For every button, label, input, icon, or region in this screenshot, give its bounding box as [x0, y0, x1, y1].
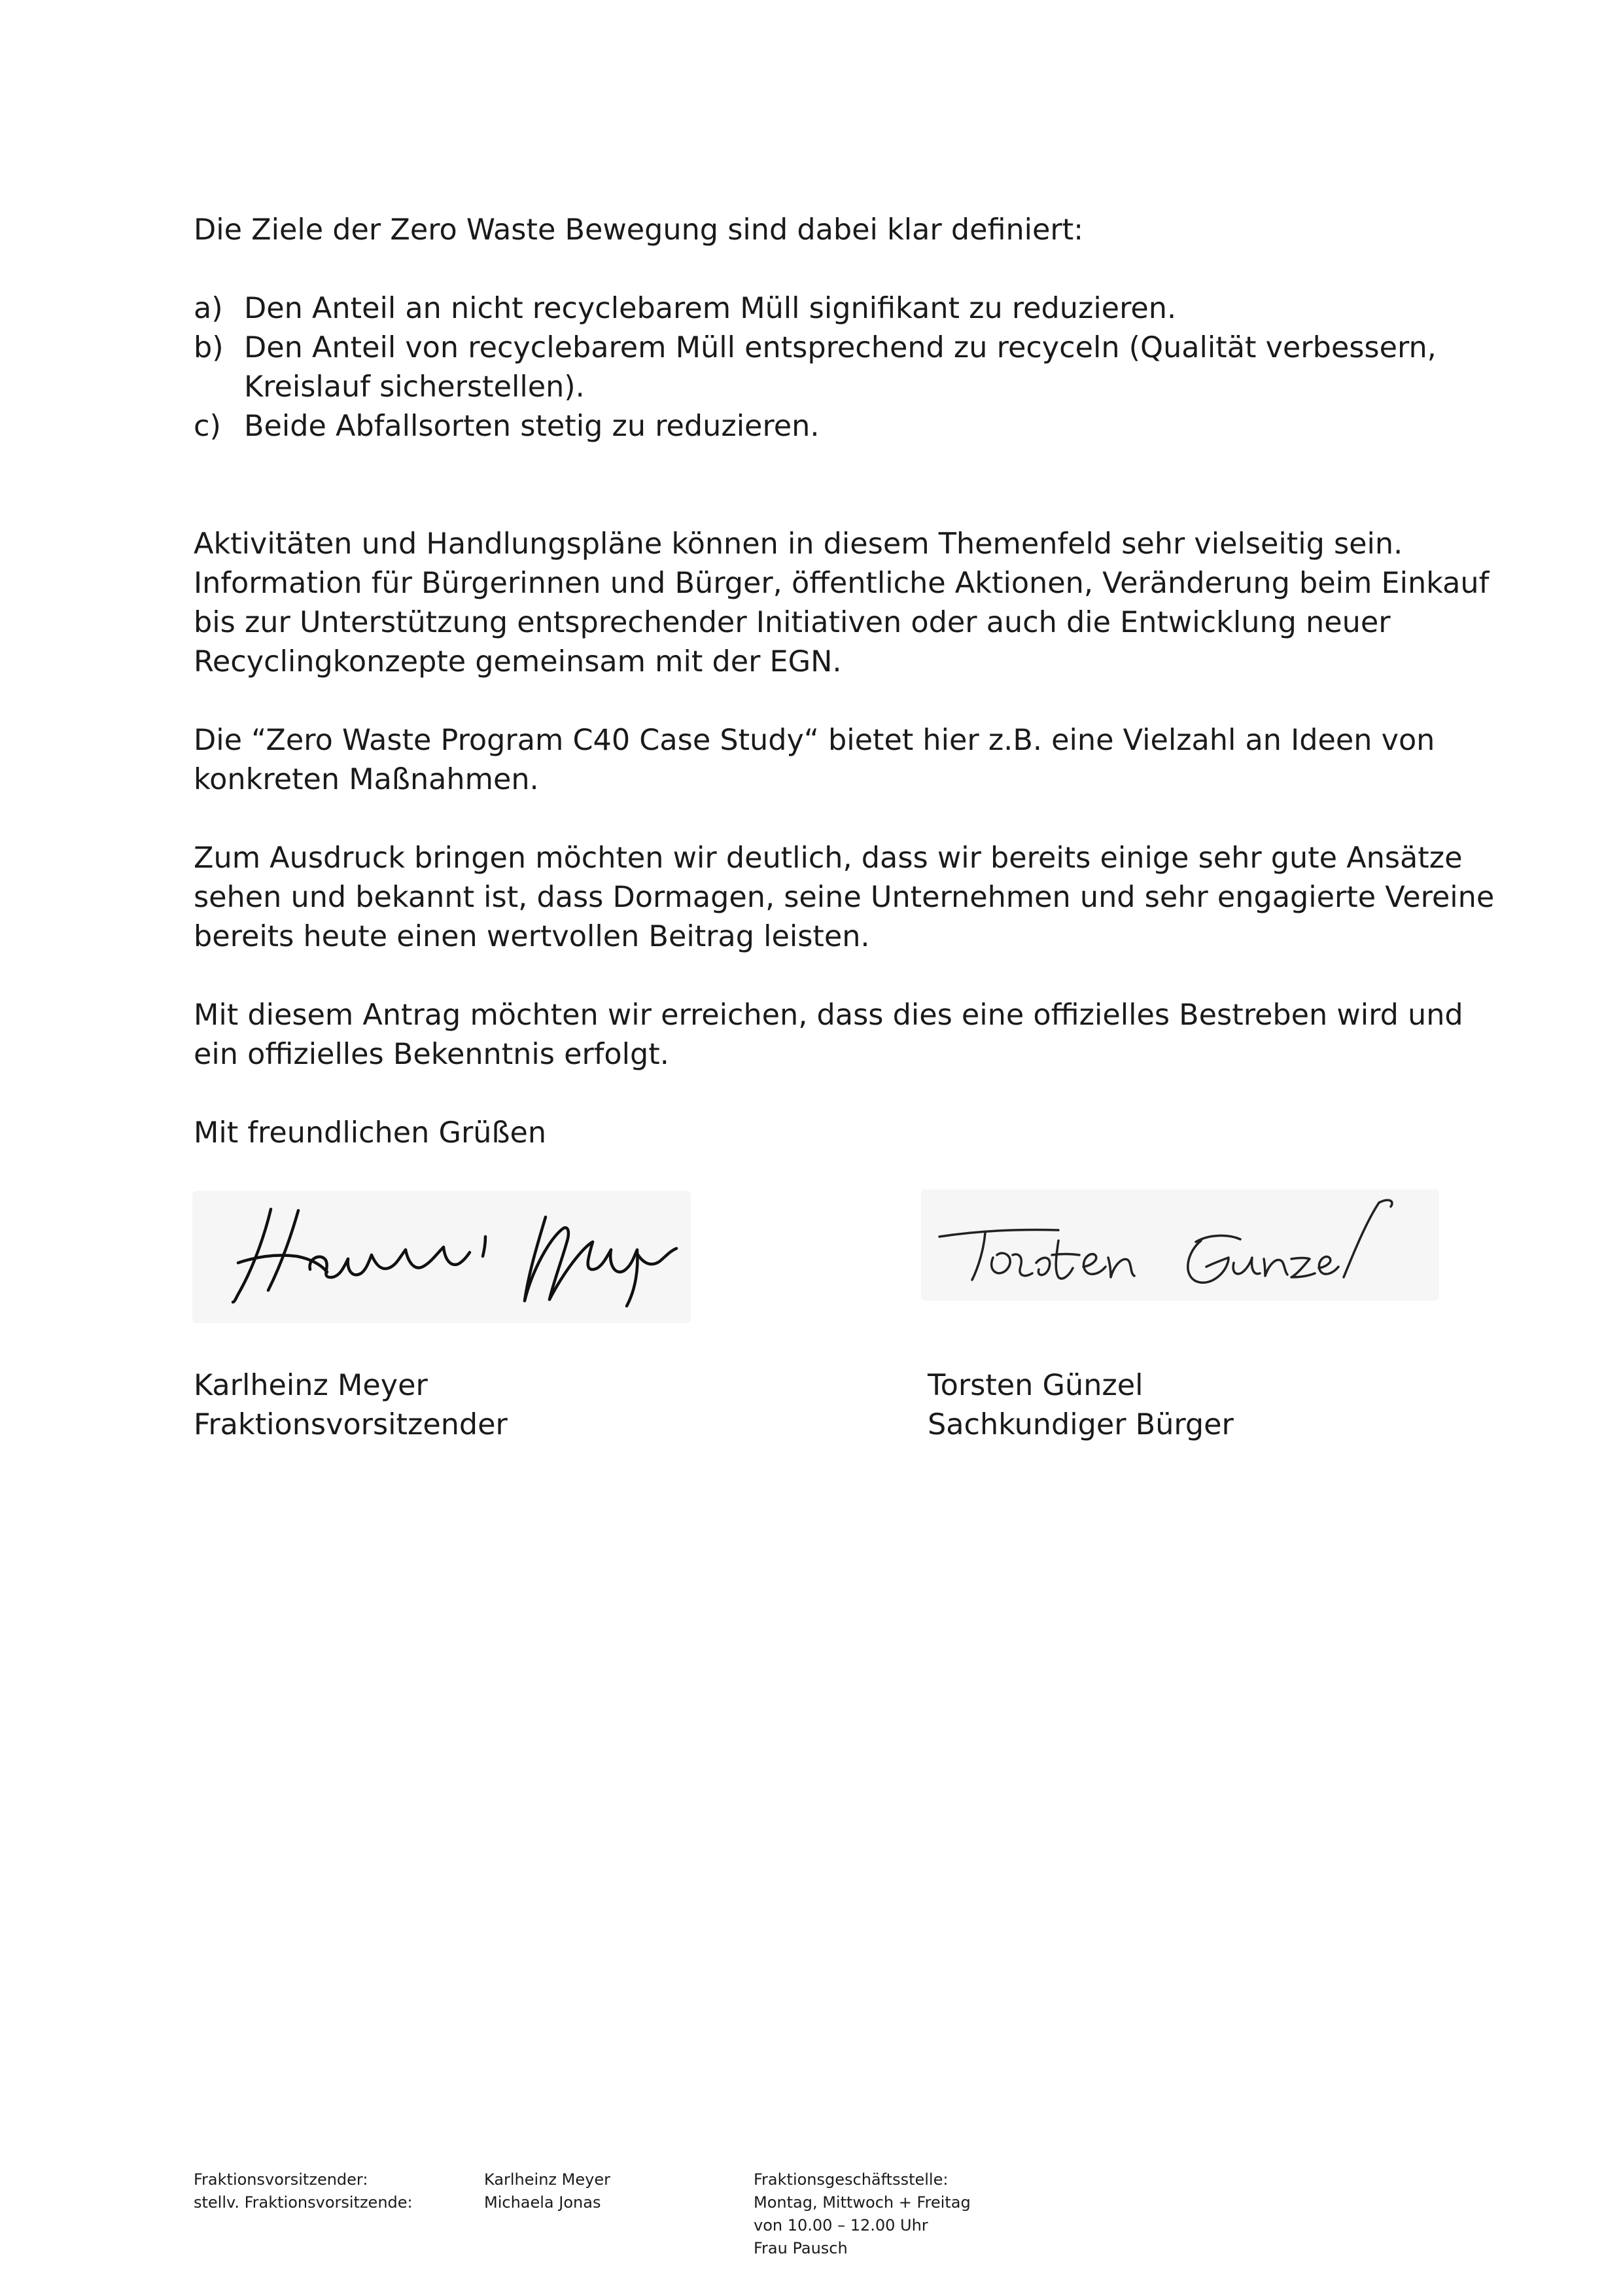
footer-names	[484, 2168, 610, 2214]
footer-text: Michaela Jonas	[484, 2193, 601, 2212]
closing-greeting: Mit freundlichen Grüßen	[194, 1116, 547, 1150]
signature-image-left	[192, 1191, 691, 1323]
paragraph: Aktivitäten und Handlungspläne können in diesem Themenfeld sehr vielseitig sein. Information für Bürgerinnen und Bürger, öffentliche Aktionen, Veränderung beim Einkauf bis zur Unterstützung entsprechender Initiativen oder auch die Entwicklung neuer Recyclingkonzepte gemeinsam mit der EGN.	[194, 527, 1490, 679]
footer-text: Frau Pausch	[754, 2239, 848, 2257]
paragraph: Mit diesem Antrag möchten wir erreichen, dass dies eine offizielles Bestreben wird und ein offizielles Bekenntnis erfolgt.	[194, 998, 1463, 1071]
list-marker: a)	[194, 292, 223, 325]
footer-text: Fraktionsvorsitzender:	[194, 2170, 368, 2189]
signer-role: Sachkundiger Bürger	[928, 1408, 1234, 1441]
signature-block-right	[928, 1366, 1234, 1445]
signer-name: Karlheinz Meyer	[194, 1369, 428, 1402]
footer-labels	[194, 2168, 413, 2214]
list-item-text: Den Anteil an nicht recyclebarem Müll signifikant zu reduzieren.	[244, 292, 1177, 325]
signer-name: Torsten Günzel	[928, 1369, 1143, 1402]
signature-image-right	[921, 1190, 1439, 1301]
list-item	[194, 328, 1495, 407]
paragraph: Zum Ausdruck bringen möchten wir deutlich, dass wir bereits einige sehr gute Ansätze sehen und bekannt ist, dass Dormagen, seine Unternehmen und sehr engagierte Vereine bereits heute einen wertvollen Beitrag leisten.	[194, 841, 1495, 953]
footer-text: Fraktionsgeschäftsstelle:	[754, 2170, 949, 2189]
list-marker: b)	[194, 331, 224, 364]
footer-office	[754, 2168, 971, 2260]
signature-block-left	[194, 1366, 508, 1445]
footer-text: von 10.00 – 12.00 Uhr	[754, 2216, 928, 2234]
list-item	[194, 289, 1495, 328]
footer-text: Montag, Mittwoch + Freitag	[754, 2193, 971, 2212]
footer-text: Karlheinz Meyer	[484, 2170, 610, 2189]
paragraph: Die “Zero Waste Program C40 Case Study“ bietet hier z.B. eine Vielzahl an Ideen von konkreten Maßnahmen.	[194, 724, 1435, 796]
signer-role: Fraktionsvorsitzender	[194, 1408, 508, 1441]
goals-list	[194, 289, 1495, 446]
list-marker: c)	[194, 410, 221, 443]
footer-text: stellv. Fraktionsvorsitzende:	[194, 2193, 413, 2212]
list-item-text: Den Anteil von recyclebarem Müll entsprechend zu recyceln (Qualität verbessern, Kreislauf sicherstellen).	[244, 331, 1437, 404]
list-item	[194, 407, 1495, 446]
intro-text: Die Ziele der Zero Waste Bewegung sind dabei klar definiert:	[194, 213, 1084, 247]
letter-body	[194, 211, 1495, 1153]
list-item-text: Beide Abfallsorten stetig zu reduzieren.	[244, 410, 820, 443]
